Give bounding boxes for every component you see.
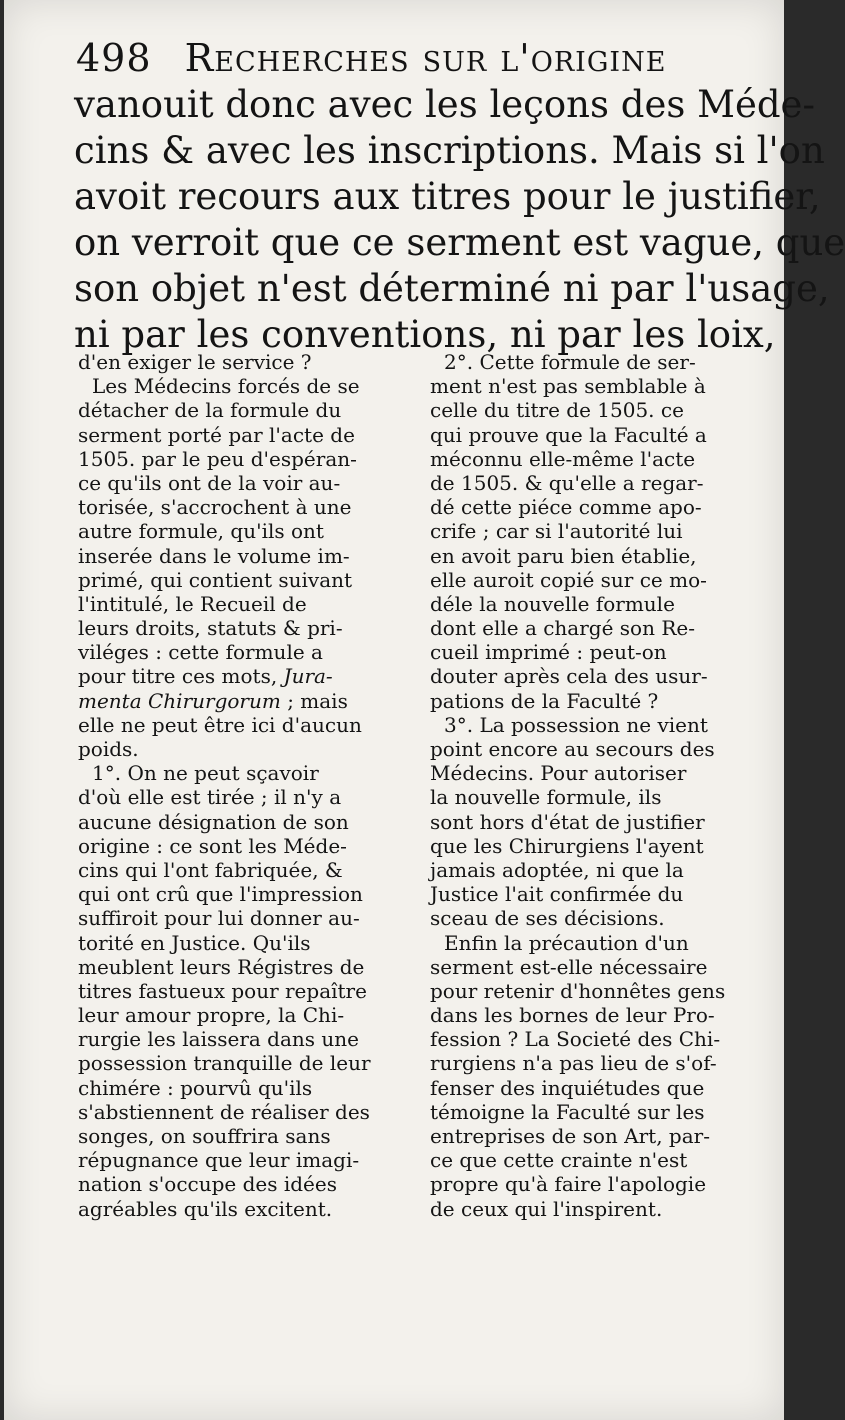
intro-line: avoit recours aux titres pour le justifier,	[74, 175, 821, 218]
right-column-line: dont elle a chargé son Re-	[430, 616, 695, 641]
left-column-line: ce qu'ils ont de la voir au-	[78, 470, 341, 495]
left-column-line: poids.	[78, 737, 139, 761]
left-column-line: cins qui l'ont fabriquée, &	[78, 857, 343, 882]
left-column-line: torité en Justice. Qu'ils	[78, 930, 311, 955]
right-column-line: celle du titre de 1505. ce	[430, 398, 684, 423]
left-column-line: Les Médecins forcés de se	[92, 374, 360, 399]
right-column-line: dé cette piéce comme apo-	[430, 495, 702, 520]
left-column-line: inserée dans le volume im-	[78, 543, 350, 568]
left-column-line: pour titre ces mots, Jura-	[78, 664, 333, 689]
right-column-line: de 1505. & qu'elle a regar-	[430, 470, 704, 495]
right-column-line: méconnu elle-même l'acte	[430, 446, 696, 471]
right-column-line: rurgiens n'a pas lieu de s'of-	[430, 1051, 717, 1076]
intro-line: on verroit que ce serment est vague, que	[74, 221, 845, 264]
running-title: Recherches sur l'origine	[184, 36, 667, 80]
right-column	[430, 350, 760, 1221]
intro-paragraph	[74, 82, 845, 358]
right-column-line: elle auroit copié sur ce mo-	[430, 567, 707, 592]
intro-line: cins & avec les inscriptions. Mais si l'on	[74, 129, 825, 172]
left-column-line: possession tranquille de leur	[78, 1051, 371, 1076]
right-column-line: ce que cette crainte n'est	[430, 1148, 688, 1173]
right-column-line: déle la nouvelle formule	[430, 591, 675, 616]
right-column-line: fenser des inquiétudes que	[430, 1075, 705, 1100]
left-column-line: titres fastueux pour repaître	[78, 978, 367, 1003]
right-column-line: propre qu'à faire l'apologie	[430, 1172, 707, 1197]
right-column-line: pour retenir d'honnêtes gens	[430, 978, 726, 1003]
right-column-line: sont hors d'état de justifier	[430, 809, 705, 834]
right-column-line: serment est-elle nécessaire	[430, 954, 708, 979]
right-column-line: crife ; car si l'autorité lui	[430, 519, 683, 544]
right-column-line: point encore au secours des	[430, 737, 715, 761]
left-column-line: nation s'occupe des idées	[78, 1172, 337, 1197]
left-column-line: s'abstiennent de réaliser des	[78, 1099, 370, 1124]
left-column-line: aucune désignation de son	[78, 809, 349, 834]
right-column-line: jamais adoptée, ni que la	[430, 857, 684, 882]
right-column-line: 3°. La possession ne vient	[444, 712, 708, 737]
right-column-line: dans les bornes de leur Pro-	[430, 1003, 715, 1028]
left-column-line: viléges : cette formule a	[78, 640, 323, 665]
left-column-line: suffiroit pour lui donner au-	[78, 906, 360, 931]
right-column-line: de ceux qui l'inspirent.	[430, 1196, 663, 1221]
page-number: 498	[76, 36, 152, 80]
left-column	[78, 350, 408, 1221]
left-column-line: d'en exiger le service ?	[78, 350, 312, 374]
left-column-line: origine : ce sont les Méde-	[78, 833, 347, 858]
left-column-line: elle ne peut être ici d'aucun	[78, 712, 362, 737]
right-column-line: ment n'est pas semblable à	[430, 374, 706, 399]
left-column-line: songes, on souffrira sans	[78, 1124, 331, 1148]
left-column-line: meublent leurs Régistres de	[78, 954, 365, 979]
left-column-line: serment porté par l'acte de	[78, 422, 355, 447]
page-header	[76, 36, 756, 80]
left-column-line: 1°. On ne peut sçavoir	[92, 761, 319, 786]
left-column-line: l'intitulé, le Recueil de	[78, 591, 307, 616]
right-column-line: fession ? La Societé des Chi-	[430, 1027, 721, 1052]
right-column-line: Justice l'ait confirmée du	[430, 882, 684, 907]
left-column-line: leur amour propre, la Chi-	[78, 1003, 345, 1028]
left-column-line: menta Chirurgorum ; mais	[78, 688, 348, 713]
left-column-line: répugnance que leur imagi-	[78, 1148, 360, 1173]
right-column-line: entreprises de son Art, par-	[430, 1124, 710, 1148]
left-column-line: primé, qui contient suivant	[78, 567, 353, 592]
right-column-line: témoigne la Faculté sur les	[430, 1099, 705, 1124]
right-column-line: pations de la Faculté ?	[430, 688, 659, 713]
left-column-line: 1505. par le peu d'espéran-	[78, 446, 357, 471]
intro-line: son objet n'est déterminé ni par l'usage,	[74, 267, 830, 310]
left-column-line: torisée, s'accrochent à une	[78, 495, 352, 520]
right-column-line: douter après cela des usur-	[430, 664, 708, 689]
left-column-line: autre formule, qu'ils ont	[78, 519, 324, 544]
right-column-line: Enfin la précaution d'un	[444, 930, 689, 955]
left-column-line: d'où elle est tirée ; il n'y a	[78, 785, 342, 810]
right-column-line: cueil imprimé : peut-on	[430, 640, 667, 665]
left-column-line: détacher de la formule du	[78, 398, 342, 423]
right-column-line: sceau de ses décisions.	[430, 906, 665, 931]
left-column-line: chimére : pourvû qu'ils	[78, 1075, 313, 1100]
right-column-line: en avoit paru bien établie,	[430, 543, 697, 568]
right-column-line: Médecins. Pour autoriser	[430, 761, 687, 786]
intro-line: ni par les conventions, ni par les loix,	[74, 313, 776, 356]
intro-line: vanouit donc avec les leçons des Méde-	[74, 83, 815, 126]
right-column-line: que les Chirurgiens l'ayent	[430, 833, 704, 858]
right-column-line: 2°. Cette formule de ser-	[444, 350, 696, 374]
book-page	[4, 0, 845, 1420]
right-column-line: la nouvelle formule, ils	[430, 785, 662, 810]
right-column-line: qui prouve que la Faculté a	[430, 422, 707, 447]
left-column-line: leurs droits, statuts & pri-	[78, 616, 343, 641]
left-column-line: qui ont crû que l'impression	[78, 882, 363, 907]
left-column-line: rurgie les laissera dans une	[78, 1027, 359, 1052]
left-column-line: agréables qu'ils excitent.	[78, 1196, 333, 1221]
